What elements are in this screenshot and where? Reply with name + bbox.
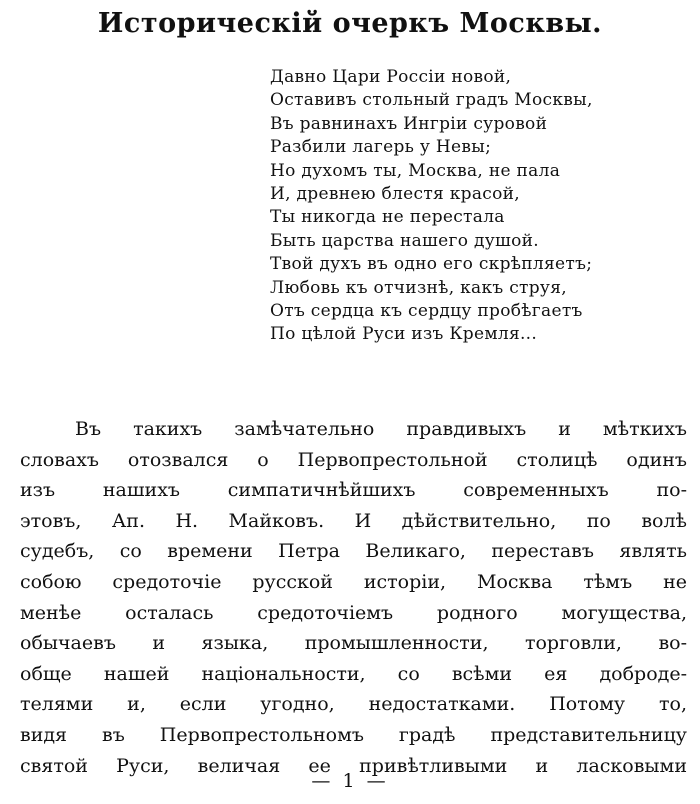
poem-line: Давно Цари Россіи новой, [270,67,512,87]
text-line: словахъ отозвался о Первопрестольной столицѣ одинъ [20,448,687,471]
poem-line: Любовь къ отчизнѣ, какъ струя, [270,277,567,298]
text-line: Въ такихъ замѣчательно правдивыхъ и мѣткихъ [75,418,687,440]
text-line: обычаевъ и языка, промышленности, торговли, во- [20,632,687,655]
poem-line: Ты никогда не перестала [270,207,505,228]
poem-line: Быть царства нашего душой. [270,230,539,251]
poem-line: Разбили лагерь у Невы; [270,137,492,158]
poem-line: Отъ сердца къ сердцу пробѣгаетъ [270,301,583,322]
text-line: телями и, если угодно, недостатками. Потому то, [20,693,687,716]
text-line: собою средоточіе русской исторіи, Москва тѣмъ не [20,570,687,593]
poem-line: По цѣлой Руси изъ Кремля... [270,324,538,345]
poem-line: Въ равнинахъ Ингріи суровой [270,113,548,134]
poem-line: И, древнею блестя красой, [270,184,520,205]
text-line: святой Руси, величая ее привѣтливыми и ласковыми [20,754,687,777]
text-line: менѣе осталась средоточіемъ родного могущества, [20,601,687,624]
chapter-title: Историческій очеркъ Москвы. [97,8,603,39]
poem-line: Оставивъ стольный градъ Москвы, [270,90,593,111]
poem-line: Твой духъ въ одно его скрѣпляетъ; [270,254,593,275]
body-paragraph [20,414,687,781]
text-line: изъ нашихъ симпатичнѣйшихъ современныхъ по- [20,479,687,502]
text-line: видя въ Первопрестольномъ градѣ представительницу [20,723,687,746]
text-line: этовъ, Ап. Н. Майковъ. И дѣйствительно, по волѣ [20,509,687,532]
poem-epigraph [270,66,593,347]
poem-line: Но духомъ ты, Москва, не пала [270,160,561,181]
page-number: — 1 — [311,770,389,792]
text-line: обще нашей національности, со всѣми ея доброде- [20,662,687,685]
text-line: судебъ, со времени Петра Великаго, переставъ являть [20,540,687,563]
